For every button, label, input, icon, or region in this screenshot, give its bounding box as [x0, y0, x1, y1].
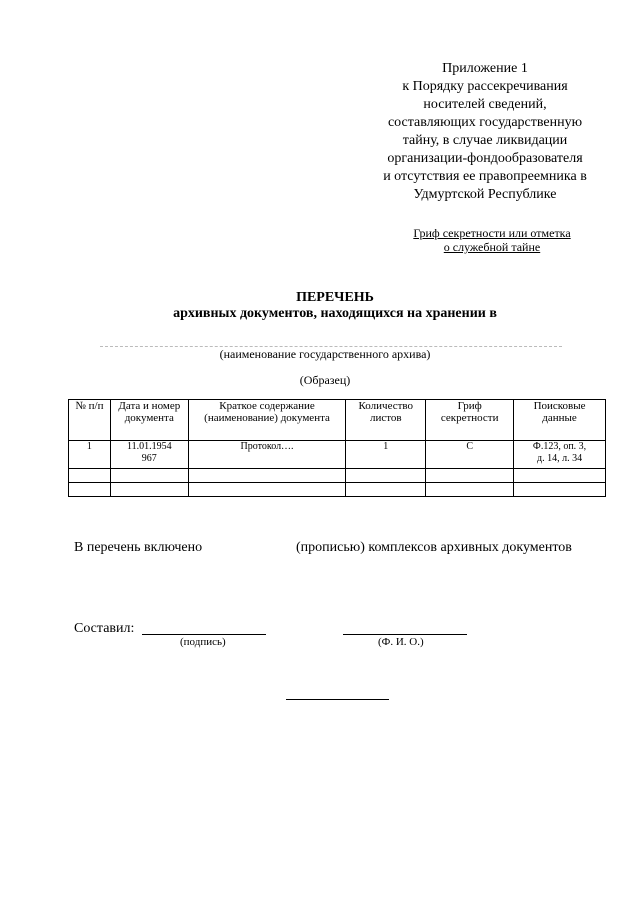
cell-search-line: Ф.123, оп. 3, — [532, 441, 587, 452]
documents-table — [68, 399, 606, 497]
appendix-line: тайну, в случае ликвидации — [402, 133, 568, 148]
cell-sheets: 1 — [346, 441, 426, 469]
cell-number: 967 — [141, 453, 157, 464]
column-header: Поисковые данные — [514, 400, 606, 441]
appendix-line: организации-фондообразователя — [387, 151, 583, 166]
included-suffix: (прописью) комплексов архивных документов — [296, 540, 572, 555]
secrecy-note-line: о служебной тайне — [443, 240, 541, 254]
column-header: Краткое содержание (наименование) документа — [188, 400, 346, 441]
cell-date: 11.01.1954 — [126, 441, 172, 452]
table-row-empty — [69, 483, 606, 497]
document-title: ПЕРЕЧЕНЬ — [296, 290, 374, 305]
table-row-empty — [69, 469, 606, 483]
end-separator — [286, 699, 389, 700]
cell-search — [514, 441, 606, 469]
signature-caption: (подпись) — [180, 636, 226, 648]
column-header: Гриф секретности — [426, 400, 514, 441]
appendix-line: Удмуртской Республике — [413, 187, 557, 202]
appendix-line: составляющих государственную — [387, 115, 583, 130]
sample-label: (Образец) — [299, 373, 351, 387]
column-header: № п/п — [69, 400, 111, 441]
cell-search-line: д. 14, л. 34 — [537, 453, 583, 464]
cell-num: 1 — [69, 441, 111, 469]
column-header: Дата и номер документа — [110, 400, 188, 441]
secrecy-note — [392, 226, 592, 254]
name-caption: (Ф. И. О.) — [378, 636, 424, 648]
archive-name-caption: (наименование государственного архива) — [219, 347, 431, 361]
name-line — [343, 634, 467, 635]
cell-secrecy: С — [426, 441, 514, 469]
appendix-header — [370, 60, 600, 204]
column-header: Количество листов — [346, 400, 426, 441]
secrecy-note-line: Гриф секретности или отметка — [413, 226, 571, 240]
table-row — [69, 441, 606, 469]
appendix-line: к Порядку рассекречивания — [402, 79, 568, 94]
cell-content: Протокол…. — [188, 441, 346, 469]
table-header-row — [69, 400, 606, 441]
appendix-line: Приложение 1 — [442, 61, 528, 76]
appendix-line: носителей сведений, — [423, 97, 547, 112]
appendix-line: и отсутствия ее правопреемника в — [383, 169, 587, 184]
signature-line — [142, 634, 266, 635]
included-label: В перечень включено — [74, 540, 203, 555]
document-subtitle: архивных документов, находящихся на хранении в — [173, 306, 497, 321]
cell-date-number — [110, 441, 188, 469]
compiled-label: Составил: — [74, 621, 135, 636]
